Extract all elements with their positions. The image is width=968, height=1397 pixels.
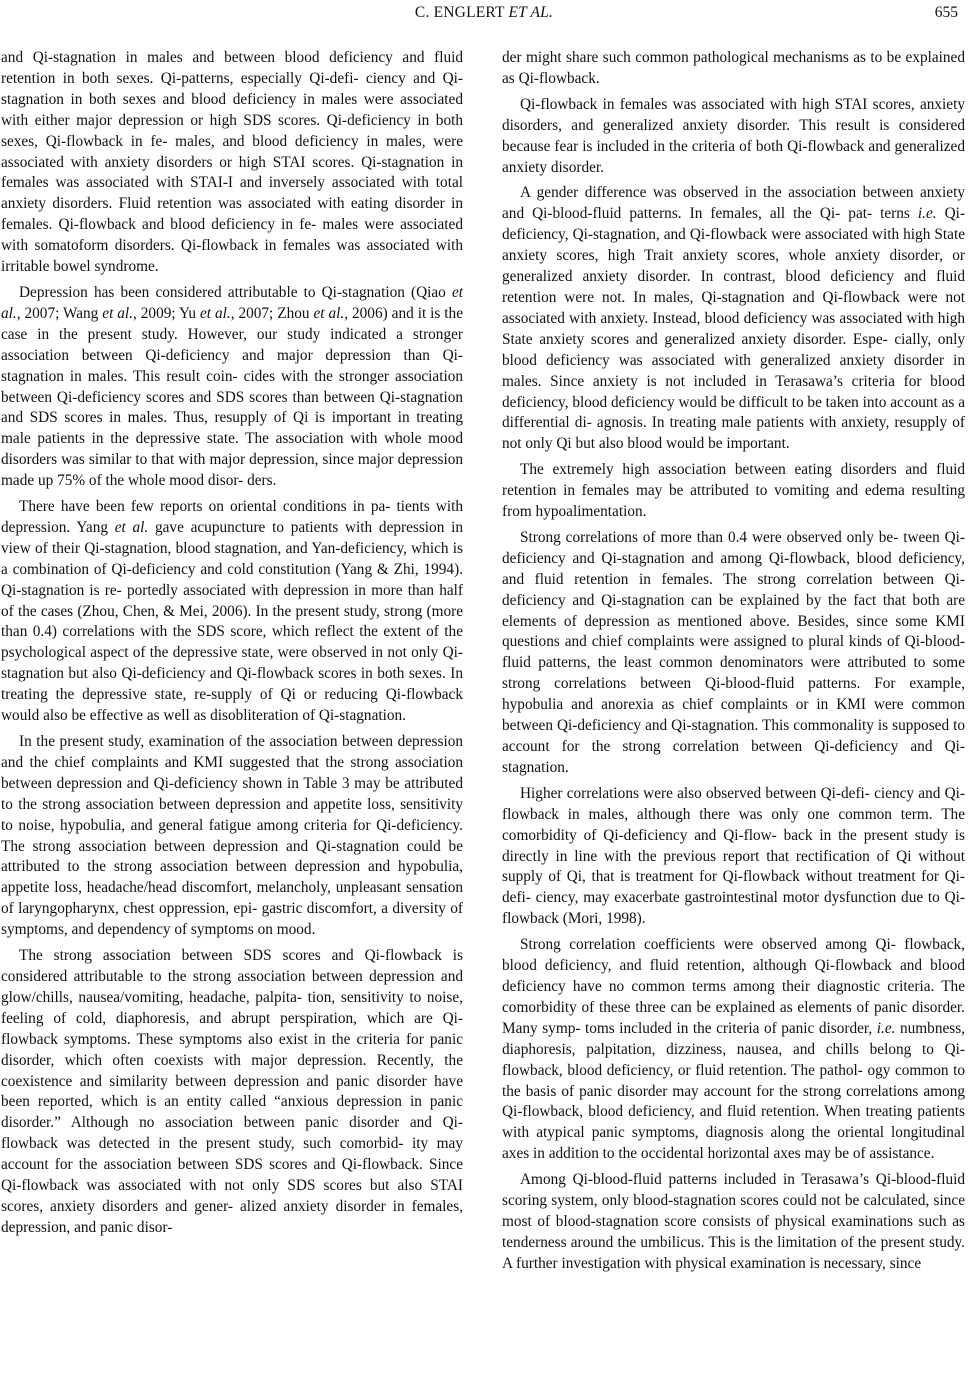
paragraph: Strong correlation coefficients were observed among Qi- flowback, blood deficiency, and fluid retention, although Qi-flowback and blood deficiency have no common terms among their diagnostic criteria. The comorbidity of these three can be explained as elements of panic disorder. Many symp- toms included in the criteria of panic disorder, i.e. numbness, diaphoresis, palpitation, dizziness, nausea, and chills belong to Qi-flowback, blood deficiency, or fluid retention. The pathol- ogy common to the basis of panic disorder may account for the strong correlations among Qi-flowback, blood deficiency, and fluid retention. When treating patients with atypical panic symptoms, diagnosis along the oriental longitudinal axes in addition to the occidental horizontal axes may be of assistance.: [502, 936, 965, 1163]
paragraph: Among Qi-blood-fluid patterns included in Terasawa’s Qi-blood-fluid scoring system, only blood-stagnation scores could not be calculated, since most of blood-stagnation score consists of physical examinations such as tenderness around the umbilicus. This is the limitation of the present study. A further investigation with physical examination is necessary, since: [502, 1171, 965, 1272]
paragraph: Depression has been considered attributable to Qi-stagnation (Qiao et al., 2007; Wang et al., 2009; Yu et al., 2007; Zhou et al., 2006) and it is the case in the present study. However, our study indicated a stronger association between Qi-deficiency and major depression than Qi-stagnation in males. This result coin- cides with the stronger association between Qi-deficiency scores and SDS scores than between Qi-stagnation and SDS scores in males. Thus, resupply of Qi is important in treating male patients in the depressive state. The association with whole mood disorders was similar to that with major depression, since major depression made up 75% of the whole mood disor- ders.: [1, 283, 463, 490]
paragraph: There have been few reports on oriental conditions in pa- tients with depression. Yang et al. gave acupuncture to patients with depression in view of their Qi-stagnation, blood stagnation, and Yan-deficiency, which is a combination of Qi-deficiency and cold constitution (Yang & Zhi, 1994). Qi-stagnation is re- portedly associated with depression in more than half of the cases (Zhou, Chen, & Mei, 2006). In the present study, strong (more than 0.4) correlations with the SDS score, which reflect the extent of the psychological aspect of the depressive state, were observed in not only Qi-stagnation but also Qi-deficiency and Qi-flowback scores in both sexes. In treating the depressive state, re-supply of Qi or reducing Qi-flowback would also be effective as well as disobliteration of Qi-stagnation.: [1, 498, 463, 725]
paragraph: The extremely high association between eating disorders and fluid retention in females may be attributed to vomiting and edema resulting from hypoalimentation.: [502, 461, 965, 521]
paragraph: der might share such common pathological mechanisms as to be explained as Qi-flowback.: [502, 49, 965, 87]
right-column: [502, 48, 965, 1280]
left-column: [1, 48, 463, 1244]
paragraph: The strong association between SDS scores and Qi-flowback is considered attributable to the strong association between depression and glow/chills, nausea/vomiting, headache, palpita- tion, sensitivity to noise, feeling of cold, diaphoresis, and abrupt perspiration, which are Qi-flowback symptoms. These symptoms also exist in the criteria for panic disorder, which often coexists with major depression. Recently, the coexistence and similarity between depression and panic disorder have been reported, which is an entity called “anxious depression in panic disorder.” Although no association between panic disorder and Qi-flowback was detected in the present study, such comorbid- ity may account for the association between SDS scores and Qi-flowback. Since Qi-flowback was associated with not only SDS scores but also STAI scores, anxiety disorders and gener- alized anxiety disorder in females, depression, and panic disor-: [1, 947, 463, 1236]
running-head: C. ENGLERT ET AL.: [414, 4, 554, 21]
paragraph: Qi-flowback in females was associated with high STAI scores, anxiety disorders, and generalized anxiety disorder. This result is considered because fear is included in the criteria of both Qi-flowback and generalized anxiety disorder.: [502, 95, 965, 176]
paragraph: Strong correlations of more than 0.4 were observed only be- tween Qi-deficiency and Qi-stagnation and among Qi-flowback, blood deficiency, and fluid retention in females. The strong correlation between Qi-deficiency and Qi-stagnation can be explained by the fact that both are elements of depression as mentioned above. Besides, since some KMI questions and chief complaints were assigned to plural kinds of Qi-blood-fluid patterns, the least common denominators were attributed to some strong correlations between Qi-blood-fluid patterns. For example, hypobulia and anorexia as chief complaints or in KMI were common between Qi-deficiency and Qi-stagnation. This commonality is supposed to account for the strong correlation between Qi-deficiency and Qi-stagnation.: [502, 528, 965, 776]
paragraph: and Qi-stagnation in males and between blood deficiency and fluid retention in both sexes. Qi-patterns, especially Qi-defi- ciency and Qi-stagnation in both sexes and blood deficiency in males were associated with either major depression or high SDS scores. Qi-deficiency in both sexes, Qi-flowback in fe- males, and blood deficiency in males, were associated with anxiety disorders or high STAI scores. Qi-stagnation in females was associated with STAI-I and inversely associated with total anxiety disorders. Fluid retention was associated with eating disorder in females. Qi-flowback and blood deficiency in fe- males were associated with somatoform disorders. Qi-flowback in females was associated with irritable bowel syndrome.: [1, 49, 463, 276]
page-header: [0, 0, 968, 24]
paragraph: A gender difference was observed in the association between anxiety and Qi-blood-fluid patterns. In females, all the Qi- pat- terns i.e. Qi-deficiency, Qi-stagnation, and Qi-flowback were associated with high State anxiety scores, high Trait anxiety scores, whole anxiety disorder, or generalized anxiety disorder. In contrast, blood deficiency and fluid retention were not. In males, Qi-stagnation and Qi-flowback were not associated with anxiety. Instead, blood deficiency was associated with high State anxiety scores and generalized anxiety disorder. Espe- cially, only blood deficiency was associated with generalized anxiety disorder in males. Since anxiety is not included in Terasawa’s criteria for blood deficiency, blood deficiency would be difficult to be taken into account as a differential di- agnosis. In treating male patients with anxiety, resupply of not only Qi but also blood would be important.: [502, 184, 965, 453]
paragraph: Higher correlations were also observed between Qi-defi- ciency and Qi-flowback in males, although there was only one common term. The comorbidity of Qi-deficiency and Qi-flow- back in the present study is directly in line with the previous report that rectification of Qi without supply of Qi, that is treatment for Qi-flowback without treatment for Qi-defi- ciency, may exacerbate gastrointestinal motor dysfunction due to Qi-flowback (Mori, 1998).: [502, 784, 965, 928]
page-number: 655: [934, 4, 958, 21]
paragraph: In the present study, examination of the association between depression and the chief complaints and KMI suggested that the strong association between depression and Qi-deficiency shown in Table 3 may be attributed to the strong association between depression and appetite loss, sensitivity to noise, hypobulia, and general fatigue among criteria for Qi-deficiency. The strong association between depression and Qi-stagnation could be attributed to the strong association between depression and hypobulia, appetite loss, headache/head discomfort, melancholy, unpleasant sensation of laryngopharynx, chest oppression, epi- gastric discomfort, a diversity of symptoms, and dependency of symptoms on mood.: [1, 733, 463, 939]
